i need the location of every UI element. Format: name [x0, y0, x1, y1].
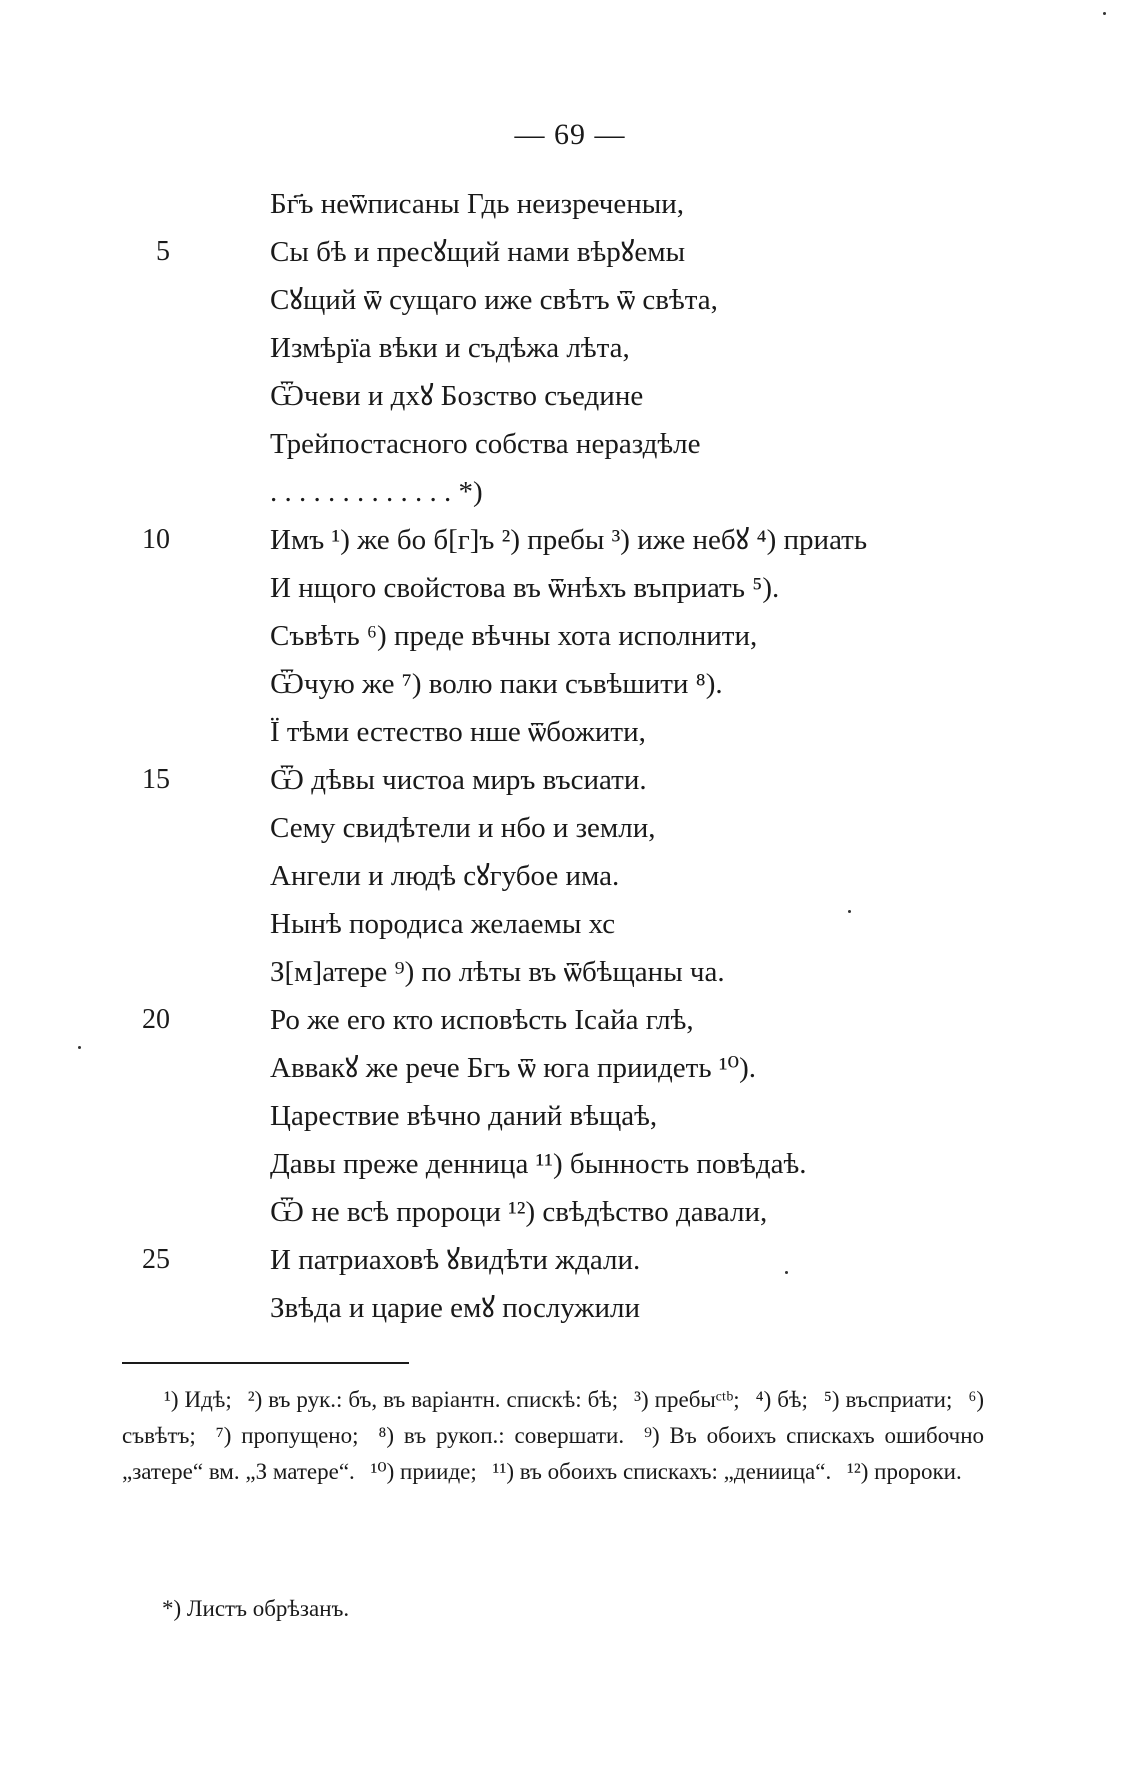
- verse-line: [0, 516, 1140, 564]
- verse-text: Ѿ не всѣ пророци ¹²) свѣдѣство давали,: [270, 1196, 768, 1228]
- footnote: ³) пребыᶜᵗᵇ;: [634, 1387, 740, 1412]
- verse-line: [0, 948, 1140, 996]
- verse-text: Сы бѣ и пресꙋщий нами вѣрꙋемы: [270, 236, 686, 268]
- verse-text: Царествие вѣчно даний вѣщаѣ,: [270, 1100, 658, 1132]
- line-number: 25: [142, 1244, 170, 1275]
- paper-speck: [1103, 12, 1106, 15]
- verse-text: Ї тѣми естество нше ѿбожити,: [270, 716, 646, 748]
- verse-text: Ѿ дѣвы чистоа миръ въсиати.: [270, 764, 647, 796]
- verse-line: [0, 324, 1140, 372]
- verse-line: [0, 276, 1140, 324]
- verse-line: [0, 1284, 1140, 1332]
- verse-text: Давы преже денница ¹¹) бынность повѣдаѣ.: [270, 1148, 807, 1180]
- paper-speck: [78, 1046, 81, 1049]
- footnote: ¹) Идѣ;: [164, 1387, 232, 1412]
- verse-text: Съвѣть ⁶) преде вѣчны хота исполнити,: [270, 620, 758, 652]
- verse-text: Трейпостасного собства нераздѣле: [270, 428, 701, 460]
- footnote: ⁸) въ рукоп.: совершати.: [378, 1423, 625, 1448]
- paper-speck: [848, 910, 851, 913]
- verse-line: [0, 996, 1140, 1044]
- footnote: ⁹) Въ обоихъ спискахъ ошибочно „затере“ вм. „З матере“.: [122, 1423, 985, 1484]
- footnote-divider: [122, 1362, 409, 1364]
- verse-line: [0, 612, 1140, 660]
- verse-line: [0, 1092, 1140, 1140]
- verse-text: Измѣрїа вѣки и съдѣжа лѣта,: [270, 332, 630, 364]
- verse-line: [0, 180, 1140, 228]
- footnote: ⁷) пропущено;: [215, 1423, 359, 1448]
- verse-line: [0, 468, 1140, 516]
- verse-text: И нщого свойстова въ ѿнѣхъ въприать ⁵).: [270, 572, 780, 604]
- verse-line: [0, 660, 1140, 708]
- line-number: 15: [142, 764, 170, 795]
- footnote: ⁶) съвѣтъ;: [122, 1387, 985, 1448]
- verse-text: Сему свидѣтели и нбо и земли,: [270, 812, 656, 844]
- verse-text: И патриаховѣ ꙋвидѣти ждали.: [270, 1244, 641, 1276]
- verse-text: Ро же его кто исповѣсть Ӏсайа глѣ,: [270, 1004, 694, 1036]
- line-number: 5: [156, 236, 170, 267]
- footnote: ¹⁰) прииде;: [370, 1459, 477, 1484]
- verse-text: Ѿчую же ⁷) волю паки съвѣшити ⁸).: [270, 668, 723, 700]
- verse-line: [0, 564, 1140, 612]
- verse-line: [0, 900, 1140, 948]
- verse-line: [0, 372, 1140, 420]
- verse-text: Ѿчеви и дхꙋ Бозство съедине: [270, 380, 644, 412]
- footnotes: [122, 1382, 984, 1490]
- verse-line: [0, 1188, 1140, 1236]
- line-number: 10: [142, 524, 170, 555]
- verse-text: Нынѣ породиса желаемы хс: [270, 908, 616, 940]
- verse-text: Аввакꙋ же рече Бгъ ѿ юга приидеть ¹⁰).: [270, 1052, 757, 1084]
- line-number: 20: [142, 1004, 170, 1035]
- footnote: ⁴) бѣ;: [755, 1387, 808, 1412]
- editor-note: *) Листъ обрѣзанъ.: [162, 1596, 350, 1621]
- verse-text: . . . . . . . . . . . . . *): [270, 476, 483, 508]
- verse-line: [0, 852, 1140, 900]
- verse-line: [0, 420, 1140, 468]
- verse-line: [0, 708, 1140, 756]
- footnote: ¹¹) въ обоихъ спискахъ: „дениица“.: [492, 1459, 832, 1484]
- verse-line: [0, 1044, 1140, 1092]
- verse-text: Имъ ¹) же бо б[г]ъ ²) пребы ³) иже небꙋ ⁴) приать: [270, 524, 868, 556]
- footnote: ¹²) пророки.: [846, 1459, 962, 1484]
- verse-text: Ангели и людѣ сꙋгубое има.: [270, 860, 620, 892]
- footnote: ²) въ рук.: бъ, въ варіантн. спискѣ: бѣ;: [247, 1387, 619, 1412]
- verse-line: [0, 1236, 1140, 1284]
- page-number: — 69 —: [514, 118, 626, 151]
- verse-text: Бг҃ъ неѿписаны Гдь неизреченыи,: [270, 188, 685, 220]
- paper-speck: [785, 1271, 788, 1274]
- verse-line: [0, 804, 1140, 852]
- verse-text: Звѣда и царие емꙋ послужили: [270, 1292, 640, 1324]
- verse-text: З[м]атере ⁹) по лѣты въ ѿбѣщаны ча.: [270, 956, 725, 988]
- verse-text: Сꙋщий ѿ сущаго иже свѣтъ ѿ свѣта,: [270, 284, 718, 316]
- verse-line: [0, 228, 1140, 276]
- footnote: ⁵) въсприати;: [823, 1387, 953, 1412]
- poem-text: [0, 180, 1140, 1332]
- verse-line: [0, 1140, 1140, 1188]
- verse-line: [0, 756, 1140, 804]
- footnote-list: [122, 1382, 984, 1490]
